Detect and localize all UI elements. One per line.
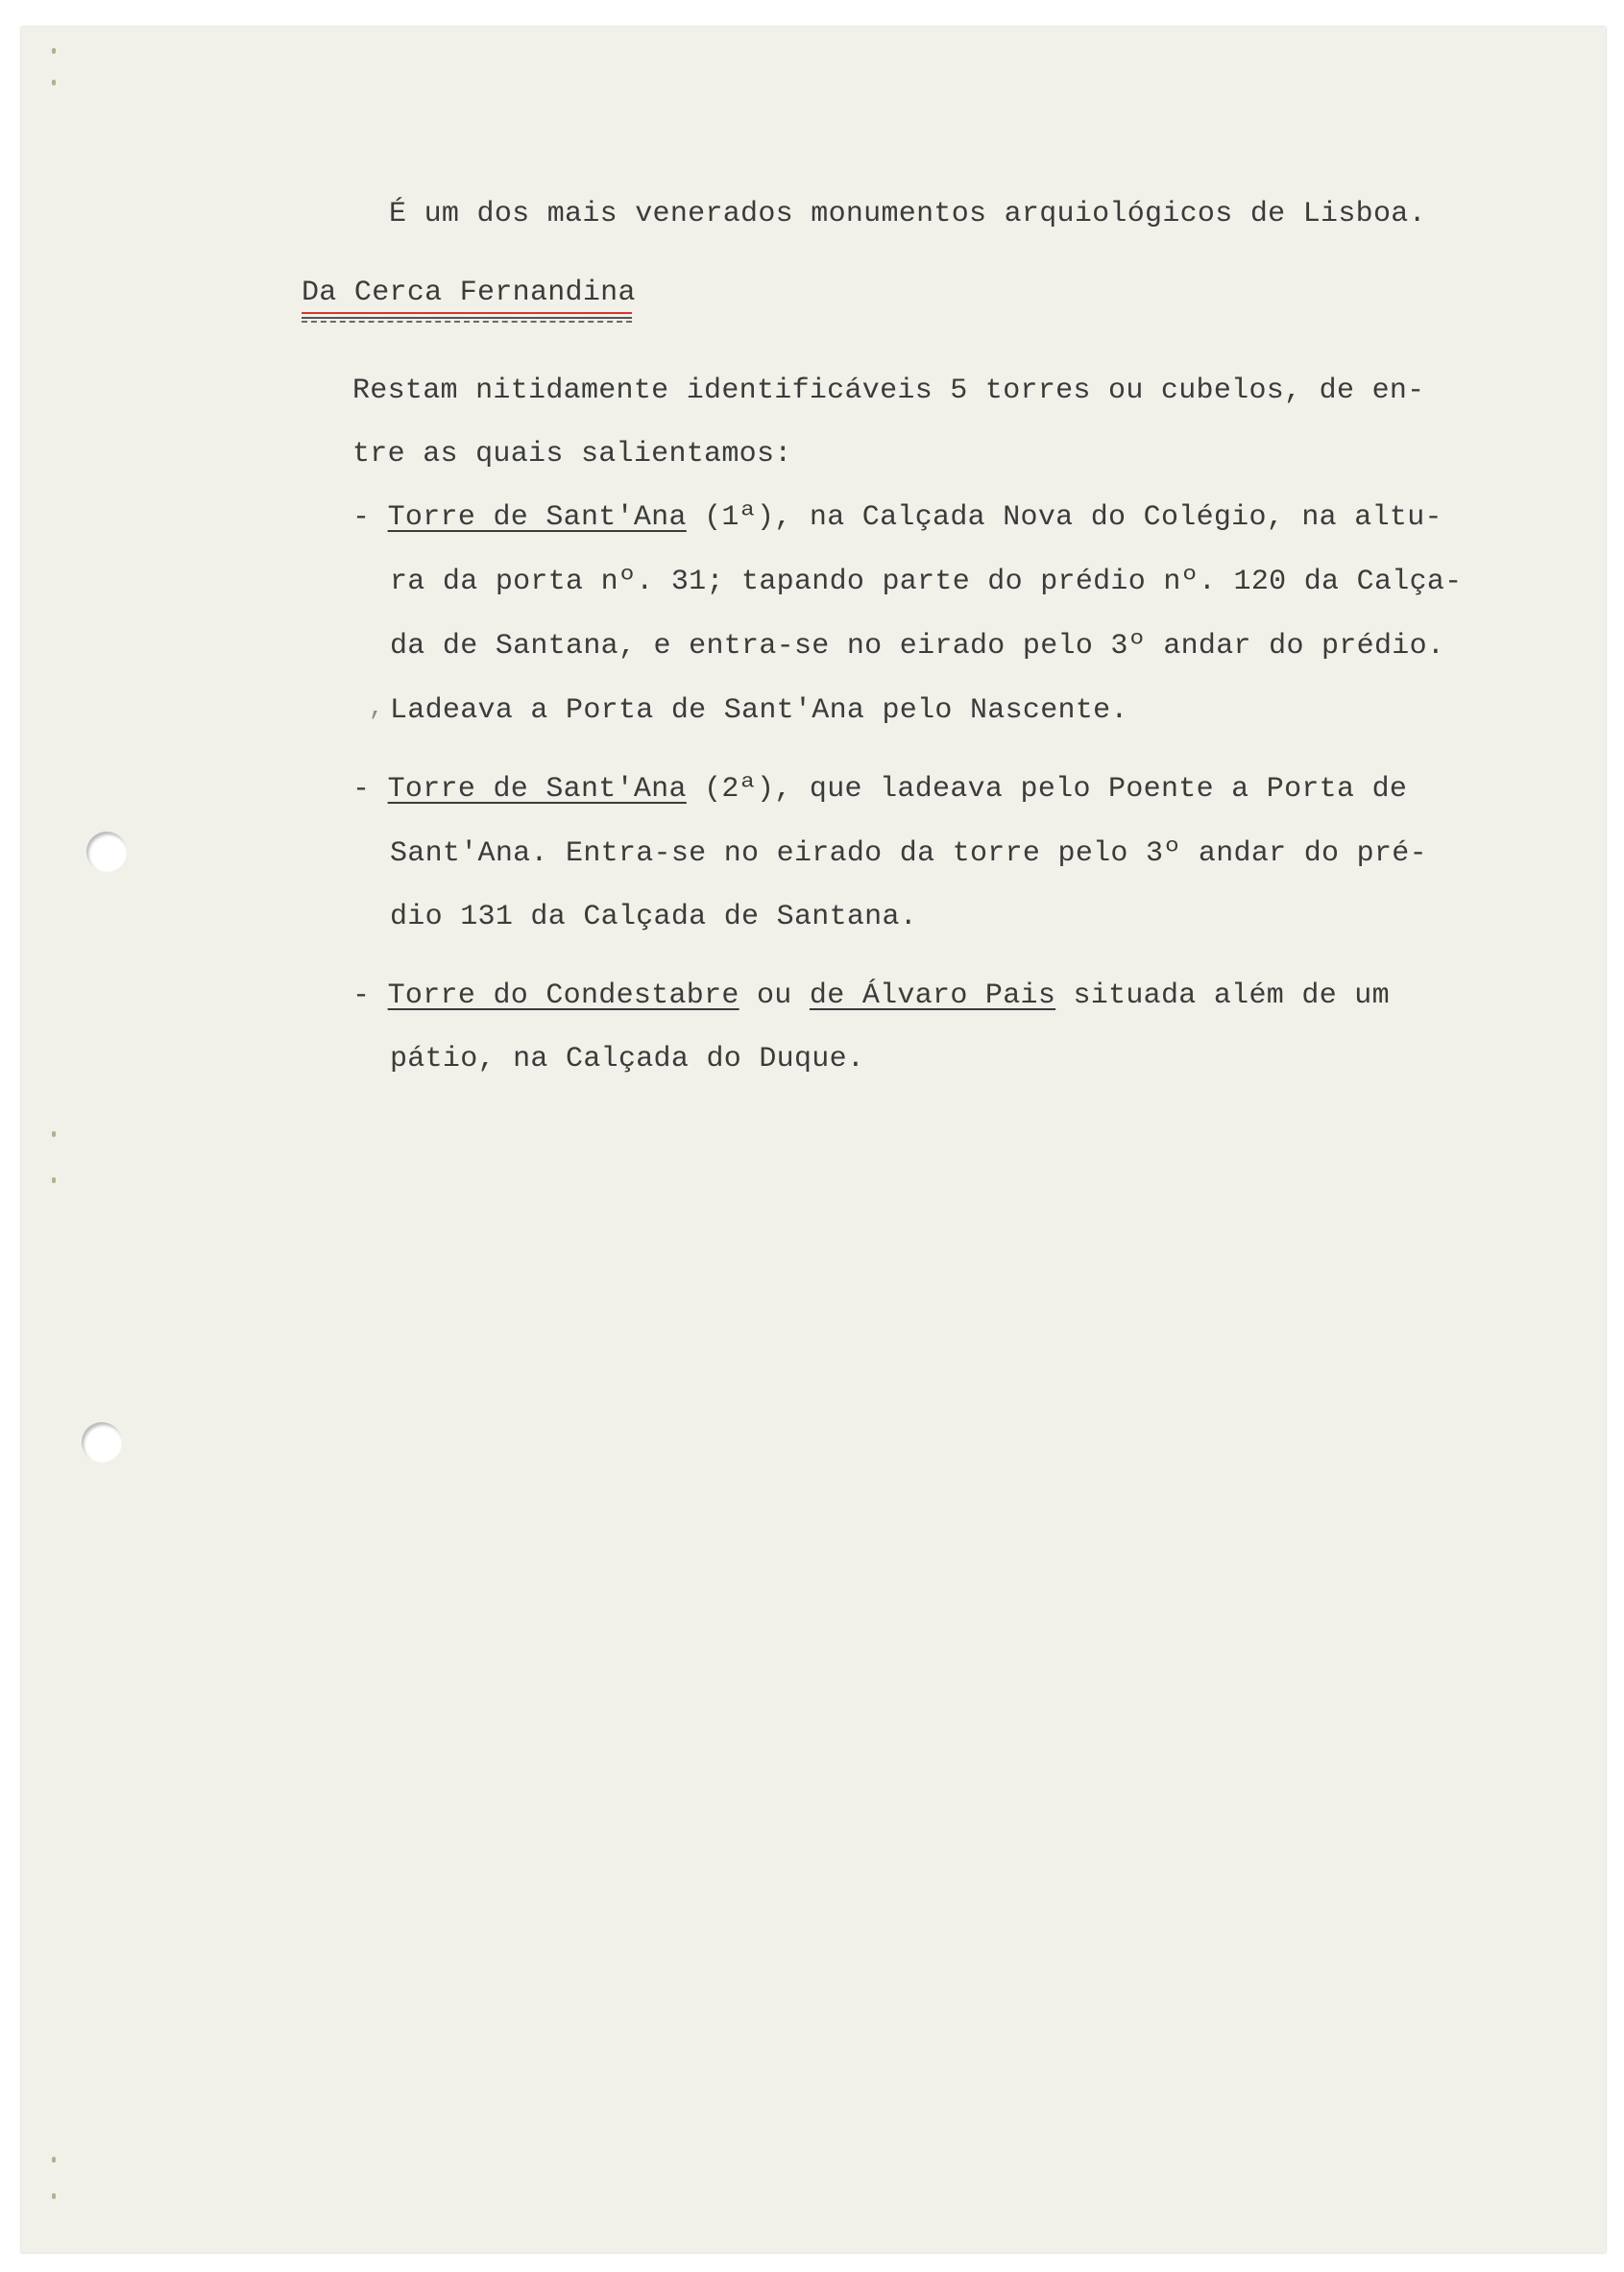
list-item-1-line-1: [352, 503, 1442, 532]
edge-mark: [52, 48, 56, 54]
list-item-1-line-4: Ladeava a Porta de Sant'Ana pelo Nascente.: [390, 694, 1128, 727]
list-item-3-line-2: pátio, na Calçada do Duque.: [390, 1043, 865, 1076]
item-text: ou: [739, 979, 810, 1012]
item-title: Torre de Sant'Ana: [387, 773, 687, 806]
list-item-1-line-3: da de Santana, e entra-se no eirado pelo 3º andar do prédio.: [390, 630, 1445, 663]
paragraph-line: Restam nitidamente identificáveis 5 torres ou cubelos, de en-: [352, 375, 1425, 407]
edge-mark: [52, 80, 56, 85]
list-item-2-line-2: Sant'Ana. Entra-se no eirado da torre pelo 3º andar do pré-: [390, 837, 1427, 870]
item-title: de Álvaro Pais: [809, 979, 1056, 1012]
punch-hole-top: [86, 832, 127, 872]
list-item-3-line-1: [352, 981, 1390, 1010]
paragraph-line: tre as quais salientamos:: [352, 438, 792, 471]
item-text: situada além de um: [1055, 979, 1390, 1012]
punch-hole-bottom: [82, 1422, 122, 1462]
list-dash: -: [352, 501, 371, 534]
edge-mark: [52, 2157, 56, 2163]
edge-mark: [52, 1131, 56, 1137]
pencil-mark: ,: [369, 693, 384, 722]
intro-line: É um dos mais venerados monumentos arquiológicos de Lisboa.: [389, 198, 1426, 230]
typewritten-page: [21, 27, 1606, 2253]
section-heading: Da Cerca Fernandina: [302, 277, 636, 309]
item-text: (1ª), na Calçada Nova do Colégio, na altu-: [686, 501, 1442, 534]
list-item-2-line-1: [352, 775, 1407, 804]
edge-mark: [52, 2193, 56, 2199]
list-item-1-line-2: ra da porta nº. 31; tapando parte do prédio nº. 120 da Calça-: [390, 566, 1463, 598]
heading-dashed-underline: [302, 321, 632, 323]
heading-red-underline: [302, 312, 632, 314]
item-title: Torre de Sant'Ana: [387, 501, 687, 534]
list-dash: -: [352, 979, 371, 1012]
edge-mark: [52, 1177, 56, 1183]
list-item-2-line-3: dio 131 da Calçada de Santana.: [390, 901, 918, 933]
heading-dark-underline: [302, 317, 632, 319]
item-title: Torre do Condestabre: [387, 979, 739, 1012]
item-text: (2ª), que ladeava pelo Poente a Porta de: [686, 773, 1408, 806]
list-dash: -: [352, 773, 371, 806]
